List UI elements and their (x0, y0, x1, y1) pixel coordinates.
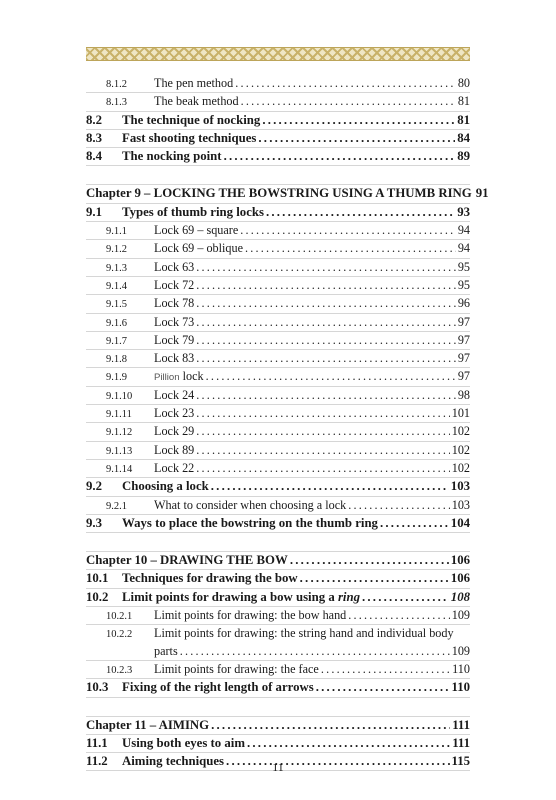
entry-page: 104 (450, 515, 470, 530)
toc-entry-9-1-5[interactable] (86, 295, 470, 313)
entry-page: 110 (451, 680, 470, 695)
entry-title: The beak method (154, 94, 239, 109)
entry-number: 9.1.5 (106, 299, 127, 311)
dot-leader (321, 661, 450, 678)
entry-title-group (122, 589, 360, 606)
dot-leader (196, 350, 456, 367)
entry-title: Techniques for drawing the bow (122, 571, 298, 586)
entry-title: Lock 69 – square (154, 223, 239, 238)
toc-entry-10-3[interactable] (86, 679, 470, 697)
entry-page: 80 (457, 76, 470, 90)
toc-entry-9-2[interactable] (86, 478, 470, 496)
entry-title: Limit points for drawing: the face (154, 661, 319, 676)
dot-leader (196, 405, 449, 422)
entry-page: 97 (457, 314, 470, 329)
entry-page: 109 (451, 608, 470, 623)
dot-leader (380, 515, 449, 532)
entry-number: 9.1.13 (106, 445, 133, 457)
entry-number: 9.1.12 (106, 427, 133, 439)
entry-title: Lock 23 (154, 406, 195, 421)
entry-number: 9.3 (86, 515, 102, 530)
entry-page: 81 (457, 112, 470, 127)
toc-chapter-11[interactable] (86, 717, 470, 735)
dot-leader (258, 130, 455, 147)
toc-entry-8-1-2[interactable] (86, 75, 470, 93)
entry-number: 9.1.9 (106, 372, 127, 384)
chapter-title: Chapter 10 – DRAWING THE BOW (86, 553, 288, 568)
entry-title: Fixing of the right length of arrows (122, 680, 314, 695)
entry-title: Ways to place the bowstring on the thumb ring (122, 515, 378, 530)
chapter-title: Chapter 11 – AIMING (86, 717, 210, 732)
chapter-title: Chapter 9 – LOCKING THE BOWSTRING USING A THUMB RING (86, 186, 472, 201)
entry-number: 11.1 (86, 735, 108, 750)
entry-number: 9.1.2 (106, 244, 127, 256)
toc-entry-9-2-1[interactable] (86, 497, 470, 515)
dot-leader (362, 589, 449, 606)
toc-entry-9-1-6[interactable] (86, 314, 470, 332)
toc-entry-10-2-3[interactable] (86, 661, 470, 679)
entry-page: 89 (457, 149, 470, 164)
entry-number: 9.1 (86, 204, 102, 219)
entry-page: 94 (457, 241, 470, 256)
entry-page: 98 (457, 387, 470, 402)
entry-number: 10.2.2 (106, 629, 133, 641)
entry-title-group (154, 368, 204, 386)
toc-entry-9-1-4[interactable] (86, 277, 470, 295)
entry-title: Types of thumb ring locks (122, 204, 264, 219)
entry-page: 96 (457, 296, 470, 311)
entry-page: 110 (452, 661, 470, 676)
toc-entry-9-1-10[interactable] (86, 387, 470, 405)
toc-entry-10-2-1[interactable] (86, 607, 470, 625)
entry-number: 8.2 (86, 112, 102, 127)
dot-leader (196, 259, 456, 276)
toc-entry-10-1[interactable] (86, 570, 470, 588)
entry-title: Lock 73 (154, 314, 195, 329)
table-of-contents (86, 75, 489, 771)
entry-title-italic: ring (337, 589, 360, 604)
dot-leader (247, 735, 450, 752)
dot-leader (235, 75, 456, 92)
toc-entry-8-2[interactable] (86, 112, 470, 130)
dot-leader (348, 497, 449, 514)
entry-page: 95 (457, 259, 470, 274)
dot-leader (196, 295, 456, 312)
entry-title: Lock 83 (154, 351, 195, 366)
entry-page: 93 (457, 204, 470, 219)
dot-leader (206, 368, 456, 385)
dot-leader (266, 204, 455, 221)
entry-page: 84 (457, 130, 470, 145)
dot-leader (196, 387, 456, 404)
entry-title: Choosing a lock (122, 479, 209, 494)
entry-title: Lock 72 (154, 277, 195, 292)
entry-page: 109 (451, 643, 470, 658)
entry-title: Limit points for drawing a bow using a (122, 589, 335, 604)
entry-title: Lock 79 (154, 332, 195, 347)
dot-leader (262, 112, 455, 129)
entry-title: The technique of nocking (122, 112, 261, 127)
entry-page: 97 (457, 369, 470, 384)
page-number: 11 (272, 760, 284, 774)
dot-leader (290, 552, 449, 569)
entry-page: 103 (450, 479, 470, 494)
dot-leader (196, 423, 449, 440)
entry-number: 9.1.14 (106, 463, 133, 475)
entry-page: 81 (457, 94, 470, 109)
entry-title: Limit points for drawing: the string hand and individual body (154, 626, 454, 641)
toc-entry-9-1-9[interactable] (86, 368, 470, 386)
entry-title: Lock 78 (154, 296, 195, 311)
entry-title: Limit points for drawing: the bow hand (154, 608, 347, 623)
entry-page: 115 (451, 754, 470, 769)
entry-number: 9.1.3 (106, 262, 127, 274)
entry-page: 102 (451, 460, 470, 475)
entry-number: 10.2.1 (106, 611, 133, 623)
entry-number: 9.1.7 (106, 335, 127, 347)
entry-number: 9.1.1 (106, 226, 127, 238)
toc-entry-9-1-7[interactable] (86, 332, 470, 350)
toc-entry-11-1[interactable] (86, 735, 470, 753)
entry-page: 102 (451, 442, 470, 457)
toc-chapter-9[interactable] (86, 185, 489, 203)
toc-entry-9-1-1[interactable] (86, 222, 470, 240)
dot-leader (240, 222, 456, 239)
toc-entry-9-3[interactable] (86, 515, 470, 533)
toc-entry-8-4[interactable] (86, 148, 470, 166)
entry-title: Using both eyes to aim (122, 735, 245, 750)
dot-leader (196, 277, 456, 294)
entry-number: 11.2 (86, 754, 108, 769)
toc-entry-10-2-2[interactable] (86, 625, 470, 642)
dot-leader (245, 240, 456, 257)
toc-entry-9-1-11[interactable] (86, 405, 470, 423)
section-gap (86, 166, 470, 185)
entry-number: 8.4 (86, 149, 102, 164)
entry-title: The nocking point (122, 149, 222, 164)
dot-leader (316, 679, 450, 696)
entry-title: Lock 29 (154, 424, 195, 439)
entry-page: 106 (450, 571, 470, 586)
entry-title-prefix: Pillion (154, 372, 180, 384)
entry-title: Lock 63 (154, 259, 195, 274)
entry-number: 8.1.2 (106, 79, 127, 90)
dot-leader (196, 332, 456, 349)
section-gap (86, 698, 470, 717)
section-gap (86, 533, 470, 552)
dot-leader (196, 460, 449, 477)
entry-title: Lock 89 (154, 442, 195, 457)
entry-title: Aiming techniques (122, 754, 225, 769)
toc-chapter-10[interactable] (86, 552, 470, 570)
entry-page: 97 (457, 332, 470, 347)
entry-number: 9.2 (86, 479, 102, 494)
toc-entry-9-1-8[interactable] (86, 350, 470, 368)
dot-leader (211, 478, 449, 495)
dot-leader (180, 643, 450, 660)
entry-number: 10.2 (86, 589, 109, 604)
entry-number: 9.1.6 (106, 317, 127, 329)
entry-title: Lock 22 (154, 460, 195, 475)
entry-page: 103 (451, 497, 470, 512)
toc-entry-10-2[interactable] (86, 589, 470, 607)
toc-entry-8-1-3[interactable] (86, 93, 470, 111)
entry-page: 95 (457, 277, 470, 292)
entry-number: 10.1 (86, 571, 109, 586)
entry-page: 111 (452, 735, 470, 750)
dot-leader (224, 148, 456, 165)
toc-entry-9-1[interactable] (86, 204, 470, 222)
entry-number: 9.2.1 (106, 500, 127, 512)
entry-title: What to consider when choosing a lock (154, 497, 347, 512)
dot-leader (196, 314, 456, 331)
entry-number: 8.3 (86, 130, 102, 145)
entry-number: 9.1.10 (106, 390, 133, 402)
entry-number: 8.1.3 (106, 97, 127, 109)
entry-number: 10.2.3 (106, 664, 133, 676)
entry-page: 101 (451, 406, 470, 421)
dot-leader (211, 717, 450, 734)
entry-page: 91 (475, 186, 489, 201)
entry-page: 106 (450, 553, 470, 568)
dot-leader (241, 93, 456, 110)
entry-page: 108 (450, 589, 470, 604)
entry-title: Fast shooting techniques (122, 130, 257, 145)
header-ornament-band (86, 47, 470, 61)
entry-number: 10.3 (86, 680, 109, 695)
entry-number: 9.1.4 (106, 280, 127, 292)
entry-page: 111 (452, 717, 470, 732)
dot-leader (348, 607, 449, 624)
entry-title: Lock 24 (154, 387, 195, 402)
toc-entry-9-1-14[interactable] (86, 460, 470, 478)
dot-leader (196, 442, 449, 459)
entry-page: 102 (451, 424, 470, 439)
toc-entry-8-3[interactable] (86, 130, 470, 148)
entry-title: The pen method (154, 76, 234, 90)
toc-entry-9-1-2[interactable] (86, 240, 470, 258)
dot-leader (300, 570, 449, 587)
toc-entry-9-1-3[interactable] (86, 259, 470, 277)
toc-entry-10-2-2-continued[interactable] (86, 643, 470, 661)
entry-number: 9.1.8 (106, 354, 127, 366)
toc-entry-9-1-12[interactable] (86, 423, 470, 441)
entry-page: 94 (457, 223, 470, 238)
entry-title: lock (182, 369, 204, 384)
toc-entry-9-1-13[interactable] (86, 442, 470, 460)
entry-page: 97 (457, 351, 470, 366)
entry-title-continued: parts (154, 643, 178, 658)
entry-number: 9.1.11 (106, 409, 132, 421)
entry-title: Lock 69 – oblique (154, 241, 244, 256)
